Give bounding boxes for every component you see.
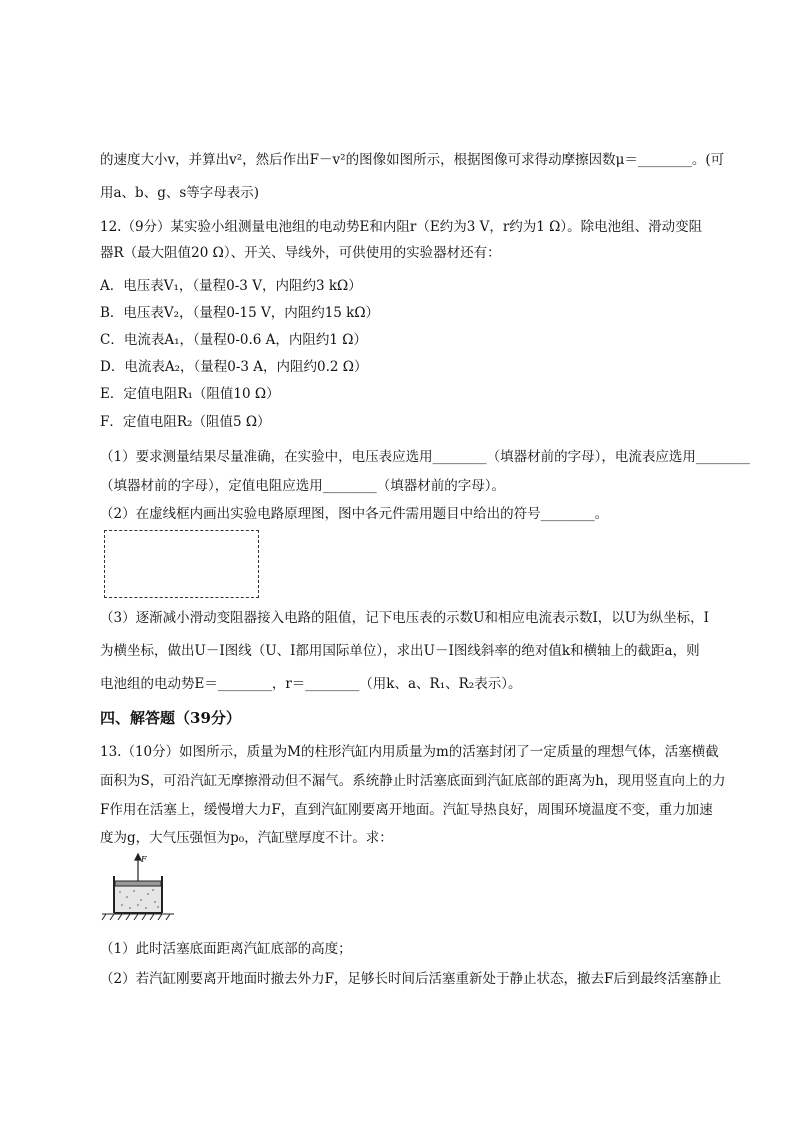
q12-stem-line-2: 器R（最大阻值20 Ω）、开关、导线外，可供使用的实验器材还有： [100, 245, 501, 261]
q11-text-line-1: 的速度大小v，并算出v²，然后作出F－v²的图像如图所示，根据图像可求得动摩擦因数μ＝________。(可 [100, 152, 725, 168]
gas-region [115, 886, 161, 912]
q13-part2: （2）若汽缸刚要离开地面时撤去外力F，足够长时间后活塞重新处于静止状态，撤去F后到最终活塞静止 [100, 971, 722, 987]
q12-option-e: E．定值电阻R₁（阻值10 Ω） [100, 386, 280, 402]
q11-text-line-2: 用a、b、g、s等字母表示) [100, 185, 260, 201]
q13-stem-line-1: 13.（10分）如图所示，质量为M的柱形汽缸内用质量为m的活塞封闭了一定质量的理想气体，活塞横截 [100, 744, 719, 760]
q12-option-f: F．定值电阻R₂（阻值5 Ω） [100, 414, 271, 430]
q12-part3-line-3: 电池组的电动势E＝________，r＝________（用k、a、R₁、R₂表示）。 [100, 676, 522, 692]
q12-part1-line-2: （填器材前的字母），定值电阻应选用________（填器材前的字母）。 [100, 478, 505, 494]
ground [102, 914, 174, 920]
q13-stem-line-2: 面积为S，可沿汽缸无摩擦滑动但不漏气。系统静止时活塞底面到汽缸底部的距离为h，现用竖直向上的力 [100, 773, 726, 789]
q12-option-a: A．电压表V₁，（量程0-3 V，内阻约3 kΩ） [100, 278, 362, 294]
q12-option-d: D．电流表A₂，（量程0-3 A，内阻约0.2 Ω） [100, 359, 368, 375]
piston [115, 881, 161, 886]
q12-part3-line-1: （3）逐渐减小滑动变阻器接入电路的阻值，记下电压表的示数U和相应电流表示数I，以U为纵坐标，I [100, 610, 710, 626]
cylinder-piston-figure [100, 852, 180, 924]
q12-option-b: B．电压表V₂，（量程0-15 V，内阻约15 kΩ） [100, 305, 380, 321]
force-label: F [141, 855, 147, 864]
q13-stem-line-4: 度为g，大气压强恒为p₀，汽缸壁厚度不计。求： [100, 830, 393, 846]
q12-part1-line-1: （1）要求测量结果尽量准确，在实验中，电压表应选用________（填器材前的字母），电流表应选用________ [100, 449, 750, 465]
q12-part3-line-2: 为横坐标，做出U－I图线（U、I都用国际单位），求出U－I图线斜率的绝对值k和横轴上的截距a，则 [100, 643, 700, 659]
section-4-title: 四、解答题（39分） [100, 709, 241, 727]
q12-part2: （2）在虚线框内画出实验电路原理图，图中各元件需用题目中给出的符号________。 [100, 506, 609, 522]
q12-option-c: C．电流表A₁，（量程0-0.6 A，内阻约1 Ω） [100, 332, 367, 348]
q12-stem-line-1: 12.（9分）某实验小组测量电池组的电动势E和内阻r（E约为3 V，r约为1 Ω）。除电池组、滑动变阻 [100, 219, 703, 235]
circuit-drawing-box [104, 530, 259, 598]
q13-stem-line-3: F作用在活塞上，缓慢增大力F，直到汽缸刚要离开地面。汽缸导热良好，周围环境温度不变，重力加速 [100, 802, 713, 818]
q13-part1: （1）此时活塞底面距离汽缸底部的高度； [100, 941, 352, 957]
